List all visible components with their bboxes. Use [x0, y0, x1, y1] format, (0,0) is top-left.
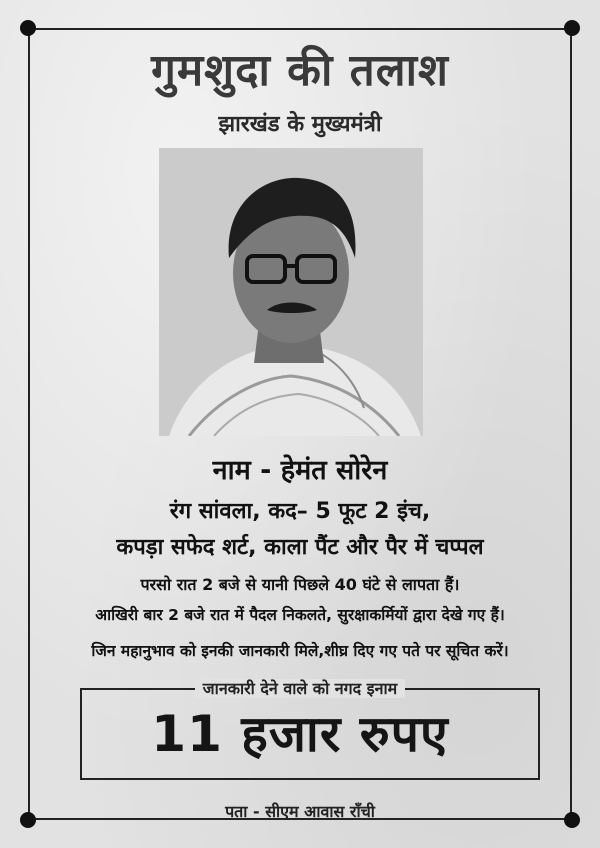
last-seen-text: आखिरी बार 2 बजे रात में पैदल निकलते, सुरक्षाकर्मियों द्वारा देखे गए हैं। [95, 606, 505, 624]
corner-dot-top-left [20, 20, 36, 36]
person-photo [159, 148, 423, 436]
person-name: नाम - हेमंत सोरेन [212, 455, 388, 486]
missing-since-text: परसो रात 2 बजे से यानी पिछले 40 घंटे से लापता हैं। [140, 575, 460, 594]
description-line-2: कपड़ा सफेद शर्ट, काला पैंट और पैर में चप्पल [116, 535, 484, 560]
poster-subtitle: झारखंड के मुख्यमंत्री [218, 112, 382, 137]
reward-label-text: जानकारी देने वाले को नगद इनाम [195, 679, 405, 698]
reward-label [0, 677, 600, 699]
address-text: पता - सीएम आवास राँची [225, 802, 375, 821]
description-line-1: रंग सांवला, कद– 5 फूट 2 इंच, [169, 499, 431, 524]
poster-title: गुमशुदा की तलाश [151, 45, 449, 96]
contact-request-text: जिन महानुभाव को इनकी जानकारी मिले,शीघ्र दिए गए पते पर सूचित करें। [91, 642, 509, 660]
reward-amount: 11 हजार रुपए [151, 705, 449, 763]
corner-dot-top-right [564, 20, 580, 36]
